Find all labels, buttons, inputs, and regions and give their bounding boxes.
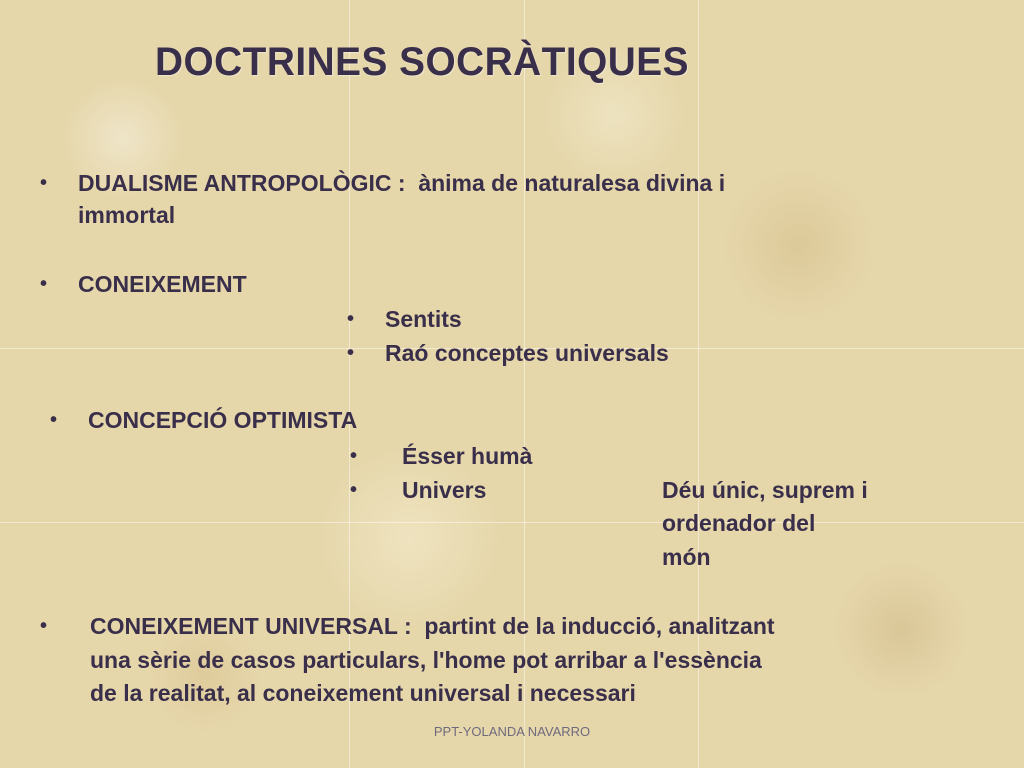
concepcio-item-esser: Ésser humà [402,443,533,469]
coneixement-item-rao: Raó conceptes universals [385,340,669,366]
dualisme-text: ànima de naturalesa divina i [418,170,726,196]
coneixement-universal-line3: de la realitat, al coneixement universal i necessari [90,680,636,706]
coneixement-universal-line1 [90,609,775,643]
univers-note-line3: món [662,544,711,570]
dualisme-line1 [78,166,725,200]
bullet-esser: • [350,445,358,467]
bullet-coneixement-universal: • [40,615,48,637]
coneixement-universal-text1: partint de la inducció, analitzant [424,613,775,639]
coneixement-universal-line2: una sèrie de casos particulars, l'home pot arribar a l'essència [90,647,762,673]
univers-note-line2: ordenador del [662,510,816,536]
slide-title: DOCTRINES SOCRÀTIQUES [155,40,690,84]
concepcio-item-univers: Univers [402,477,487,503]
univers-note-line1: Déu únic, suprem i [662,477,868,503]
bullet-concepcio: • [50,409,58,431]
coneixement-item-sentits: Sentits [385,306,462,332]
dualisme-heading: DUALISME ANTROPOLÒGIC : [78,170,406,196]
bullet-univers: • [350,479,358,501]
bullet-rao: • [347,342,355,364]
bullet-sentits: • [347,308,355,330]
concepcio-heading: CONCEPCIÓ OPTIMISTA [88,407,358,433]
dualisme-line2: immortal [78,202,176,228]
coneixement-heading: CONEIXEMENT [78,271,247,297]
bullet-coneixement: • [40,273,48,295]
footer-credit: PPT-YOLANDA NAVARRO [433,724,591,739]
bullet-dualisme: • [40,172,48,194]
coneixement-universal-heading: CONEIXEMENT UNIVERSAL : [90,613,412,639]
